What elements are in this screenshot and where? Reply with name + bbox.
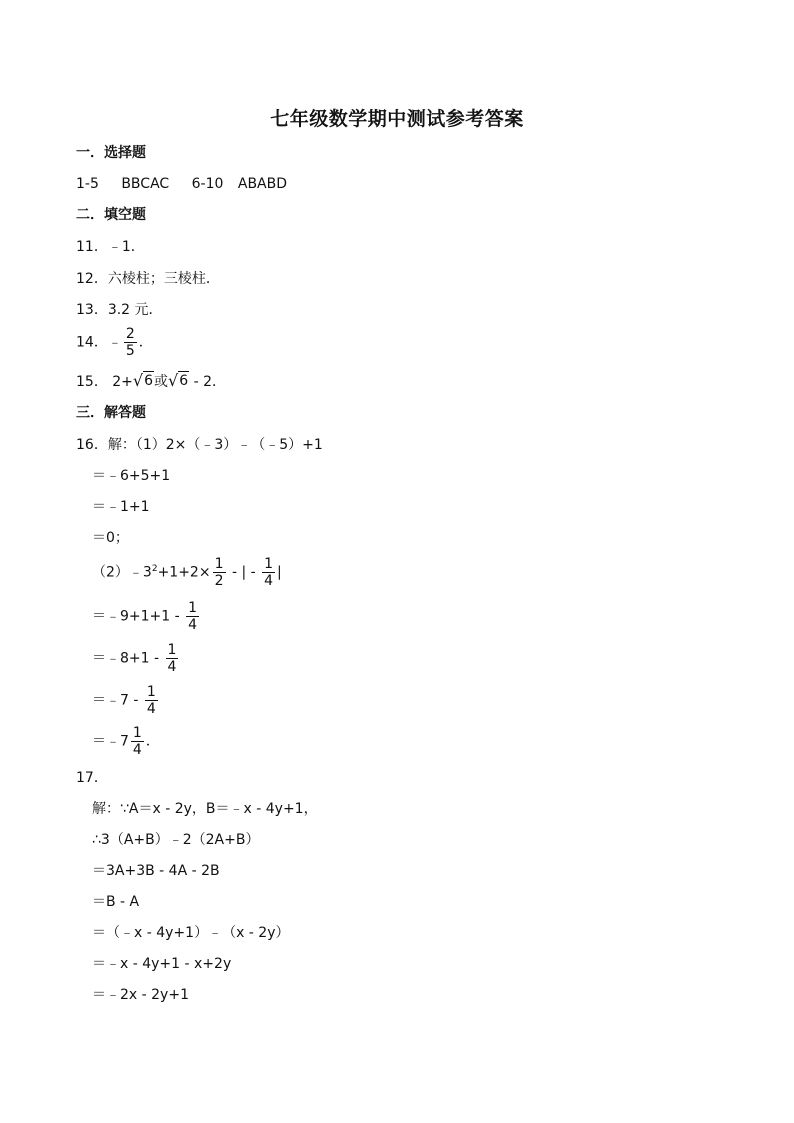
q15-suffix: - 2．: [189, 374, 227, 390]
q16p2-text-b: +1+2×: [157, 564, 211, 581]
q16p2-text-d: |: [277, 564, 282, 581]
denominator: 4: [132, 742, 142, 758]
numerator: 1: [214, 556, 224, 572]
answer-q14: [76, 326, 153, 359]
q16-header: 16．解：（1）2×（﹣3）﹣（﹣5）+1: [76, 437, 323, 453]
q16p2-text-c: - | -: [227, 564, 261, 581]
choice-range-1: 1-5: [76, 176, 99, 192]
choice-range-2: 6-10: [191, 176, 224, 192]
q17-line-3: ＝3A+3B - 4A - 2B: [92, 863, 220, 879]
fraction-one-quarter: [131, 725, 144, 758]
q17-line-2: ∴3（A+B）﹣2（2A+B）: [92, 832, 260, 848]
numerator: 1: [264, 556, 274, 572]
answer-q13: 13．3.2 元．: [76, 302, 163, 318]
fraction-one-quarter: [166, 642, 179, 675]
q16-final: [92, 725, 160, 758]
denominator: 4: [146, 701, 156, 717]
section-heading-fill: 二．填空题: [76, 207, 146, 223]
q16-part2-expression: [92, 556, 282, 589]
fraction-one-quarter: [186, 600, 199, 633]
q16-step-5: [92, 642, 180, 675]
page-title: 七年级数学期中测试参考答案: [270, 108, 524, 130]
q15-radicand-2: 6: [179, 373, 189, 389]
choice-answers: [76, 175, 287, 193]
exponent: 2: [151, 563, 158, 574]
answer-q11: 11．﹣1．: [76, 239, 145, 255]
q17-line-5: ＝（﹣x - 4y+1）﹣（x - 2y）: [92, 925, 290, 941]
denominator: 4: [167, 659, 177, 675]
choice-answers-1: BBCAC: [121, 176, 170, 192]
q16p2-text-a: （2）﹣3: [92, 564, 152, 581]
step-text: ＝﹣9+1+1 -: [92, 608, 185, 625]
q16-step-6: [92, 684, 160, 717]
denominator: 4: [264, 573, 274, 589]
numerator: 1: [188, 600, 198, 616]
q16-step-3: ＝0；: [92, 530, 129, 546]
q16-step-1: ＝﹣6+5+1: [92, 468, 171, 484]
numerator: 1: [146, 684, 156, 700]
fraction-one-half: [213, 556, 226, 589]
choice-answers-2: ABABD: [237, 176, 288, 192]
numerator: 1: [132, 725, 142, 741]
q15-prefix: 15． 2+: [76, 374, 133, 390]
q14-prefix: 14．﹣: [76, 334, 122, 351]
fraction-one-quarter: [262, 556, 275, 589]
q16-step-2: ＝﹣1+1: [92, 499, 150, 515]
sqrt-symbol: √ 6: [168, 371, 189, 390]
section-heading-solutions: 三．解答题: [76, 405, 146, 421]
q14-suffix: ．: [138, 334, 153, 351]
denominator: 2: [214, 573, 224, 589]
denominator: 4: [188, 617, 198, 633]
q17-line-6: ＝﹣x - 4y+1 - x+2y: [92, 956, 232, 972]
q17-line-1: 解：∵A＝x - 2y，B＝﹣x - 4y+1，: [92, 801, 318, 817]
sqrt-symbol: √ 6: [132, 371, 154, 390]
q17-header: 17．: [76, 770, 108, 786]
numerator: 1: [167, 642, 177, 658]
section-heading-choice: 一．选择题: [76, 145, 146, 161]
q14-numerator: 2: [125, 326, 135, 342]
answer-q15: [76, 371, 226, 391]
q17-line-7: ＝﹣2x - 2y+1: [92, 987, 189, 1003]
q14-denominator: 5: [125, 343, 135, 359]
q15-radicand-1: 6: [144, 373, 154, 389]
q15-or: 或: [154, 374, 169, 390]
fraction-one-quarter: [145, 684, 158, 717]
answer-q12: 12．六棱柱；三棱柱．: [76, 271, 220, 287]
step-text: ＝﹣7 -: [92, 692, 143, 709]
step-text: ＝﹣7: [92, 733, 129, 750]
step-text: ＝﹣8+1 -: [92, 650, 164, 667]
q16-step-4: [92, 600, 201, 633]
step-end: ．: [145, 733, 160, 750]
q14-fraction: [124, 326, 137, 359]
q17-line-4: ＝B - A: [92, 894, 140, 910]
